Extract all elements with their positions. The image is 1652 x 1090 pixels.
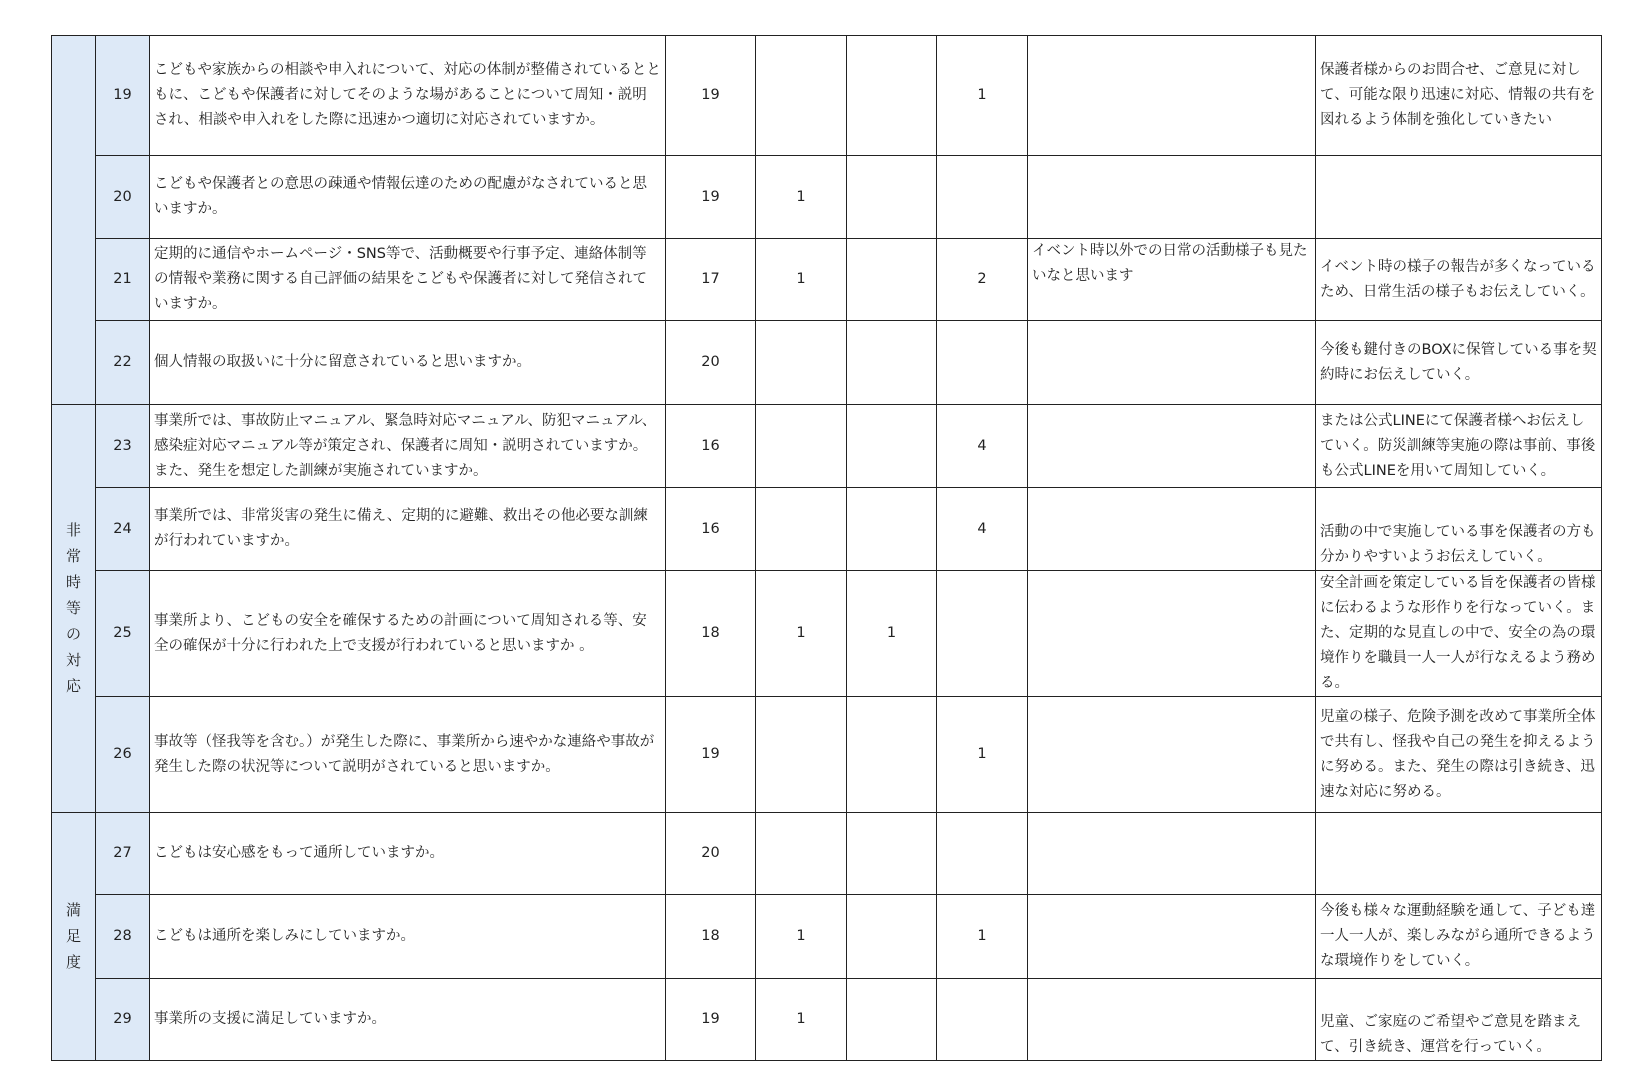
row-number: 26	[96, 697, 150, 813]
row-number: 23	[96, 405, 150, 488]
question-text: こどもや家族からの相談や申入れについて、対応の体制が整備されているとともに、こどもや保護者に対してそのような場があることについて周知・説明され、相談や申入れをした際に迅速かつ適切に対応されていますか。	[150, 36, 666, 156]
count-b	[756, 488, 847, 571]
count-d: 1	[937, 895, 1028, 979]
question-text: こどもは安心感をもって通所していますか。	[150, 813, 666, 895]
count-c	[847, 36, 937, 156]
evaluation-table	[51, 35, 1602, 1061]
count-d: 1	[937, 36, 1028, 156]
count-d: 1	[937, 697, 1028, 813]
question-text: 事業所では、事故防止マニュアル、緊急時対応マニュアル、防犯マニュアル、感染症対応マニュアル等が策定され、保護者に周知・説明されていますか。また、発生を想定した訓練が実施されていますか。	[150, 405, 666, 488]
count-b: 1	[756, 156, 847, 239]
facility-response: 保護者様からのお問合せ、ご意見に対して、可能な限り迅速に対応、情報の共有を図れるよう体制を強化していきたい	[1316, 36, 1602, 156]
count-a: 16	[666, 488, 756, 571]
count-a: 18	[666, 895, 756, 979]
count-a: 20	[666, 813, 756, 895]
count-d	[937, 156, 1028, 239]
count-a: 18	[666, 571, 756, 697]
group-char: 満	[65, 901, 81, 919]
count-c	[847, 813, 937, 895]
count-a: 19	[666, 697, 756, 813]
facility-response	[1316, 813, 1602, 895]
count-b	[756, 813, 847, 895]
question-text: 事業所の支援に満足していますか。	[150, 979, 666, 1061]
row-number: 21	[96, 239, 150, 321]
question-text: 事業所では、非常災害の発生に備え、定期的に避難、救出その他必要な訓練が行われていますか。	[150, 488, 666, 571]
facility-response: 児童、ご家庭のご希望やご意見を踏まえて、引き続き、運営を行っていく。	[1316, 979, 1602, 1061]
count-b	[756, 36, 847, 156]
count-b	[756, 405, 847, 488]
facility-response: 今後も鍵付きのBOXに保管している事を契約時にお伝えしていく。	[1316, 321, 1602, 405]
table-row	[52, 697, 1602, 813]
row-number: 22	[96, 321, 150, 405]
count-a: 19	[666, 156, 756, 239]
table-row	[52, 156, 1602, 239]
parent-comment	[1028, 321, 1316, 405]
parent-comment	[1028, 156, 1316, 239]
count-c	[847, 895, 937, 979]
table-row	[52, 321, 1602, 405]
count-a: 17	[666, 239, 756, 321]
facility-response	[1316, 156, 1602, 239]
parent-comment	[1028, 697, 1316, 813]
count-c	[847, 156, 937, 239]
count-d	[937, 321, 1028, 405]
table-row	[52, 895, 1602, 979]
row-number: 29	[96, 979, 150, 1061]
count-b	[756, 697, 847, 813]
facility-response: 今後も様々な運動経験を通して、子ども達一人一人が、楽しみながら通所できるような環境作りをしていく。	[1316, 895, 1602, 979]
group-char: 時	[65, 573, 81, 591]
group-char: 度	[65, 953, 81, 971]
row-number: 25	[96, 571, 150, 697]
count-d: 4	[937, 405, 1028, 488]
group-char: 対	[65, 651, 81, 669]
count-d	[937, 813, 1028, 895]
row-number: 27	[96, 813, 150, 895]
group-char: 応	[65, 677, 81, 695]
count-d	[937, 571, 1028, 697]
question-text: 事業所より、こどもの安全を確保するための計画について周知される等、安全の確保が十分に行われた上で支援が行われていると思いますか 。	[150, 571, 666, 697]
count-d	[937, 979, 1028, 1061]
table-row	[52, 571, 1602, 697]
group-label-satisfaction	[52, 813, 96, 1061]
count-a: 19	[666, 979, 756, 1061]
count-a: 16	[666, 405, 756, 488]
count-c	[847, 321, 937, 405]
count-a: 19	[666, 36, 756, 156]
table-row	[52, 979, 1602, 1061]
group-char: 等	[65, 599, 81, 617]
table-row	[52, 239, 1602, 321]
parent-comment	[1028, 571, 1316, 697]
group-char: 足	[65, 927, 81, 945]
count-c	[847, 697, 937, 813]
parent-comment	[1028, 405, 1316, 488]
group-cell-empty	[52, 36, 96, 405]
count-a: 20	[666, 321, 756, 405]
group-char: 常	[65, 547, 81, 565]
count-d: 2	[937, 239, 1028, 321]
table-row	[52, 36, 1602, 156]
group-label-emergency	[52, 405, 96, 813]
count-b: 1	[756, 895, 847, 979]
facility-response: イベント時の様子の報告が多くなっているため、日常生活の様子もお伝えしていく。	[1316, 239, 1602, 321]
parent-comment	[1028, 895, 1316, 979]
facility-response: 児童の様子、危険予測を改めて事業所全体で共有し、怪我や自己の発生を抑えるように努める。また、発生の際は引き続き、迅速な対応に努める。	[1316, 697, 1602, 813]
facility-response: または公式LINEにて保護者様へお伝えしていく。防災訓練等実施の際は事前、事後も公式LINEを用いて周知していく。	[1316, 405, 1602, 488]
count-d: 4	[937, 488, 1028, 571]
row-number: 28	[96, 895, 150, 979]
count-c: 1	[847, 571, 937, 697]
row-number: 20	[96, 156, 150, 239]
parent-comment	[1028, 36, 1316, 156]
parent-comment	[1028, 488, 1316, 571]
row-number: 19	[96, 36, 150, 156]
table-row	[52, 813, 1602, 895]
row-number: 24	[96, 488, 150, 571]
count-b	[756, 321, 847, 405]
facility-response: 活動の中で実施している事を保護者の方も分かりやすいようお伝えしていく。	[1316, 488, 1602, 571]
question-text: 事故等（怪我等を含む。）が発生した際に、事業所から速やかな連絡や事故が発生した際の状況等について説明がされていると思いますか。	[150, 697, 666, 813]
group-char: 非	[65, 521, 81, 539]
count-c	[847, 405, 937, 488]
group-char: の	[65, 625, 81, 643]
question-text: 定期的に通信やホームページ・SNS等で、活動概要や行事予定、連絡体制等の情報や業務に関する自己評価の結果をこどもや保護者に対して発信されていますか。	[150, 239, 666, 321]
table-row	[52, 405, 1602, 488]
question-text: 個人情報の取扱いに十分に留意されていると思いますか。	[150, 321, 666, 405]
table-row	[52, 488, 1602, 571]
parent-comment	[1028, 813, 1316, 895]
question-text: こどもや保護者との意思の疎通や情報伝達のための配慮がなされていると思いますか。	[150, 156, 666, 239]
count-b: 1	[756, 239, 847, 321]
count-c	[847, 979, 937, 1061]
facility-response: 安全計画を策定している旨を保護者の皆様に伝わるような形作りを行なっていく。また、定期的な見直しの中で、安全の為の環境作りを職員一人一人が行なえるよう務める。	[1316, 571, 1602, 697]
count-b: 1	[756, 571, 847, 697]
count-b: 1	[756, 979, 847, 1061]
parent-comment	[1028, 979, 1316, 1061]
count-c	[847, 488, 937, 571]
parent-comment: イベント時以外での日常の活動様子も見たいなと思います	[1028, 239, 1316, 321]
question-text: こどもは通所を楽しみにしていますか。	[150, 895, 666, 979]
count-c	[847, 239, 937, 321]
